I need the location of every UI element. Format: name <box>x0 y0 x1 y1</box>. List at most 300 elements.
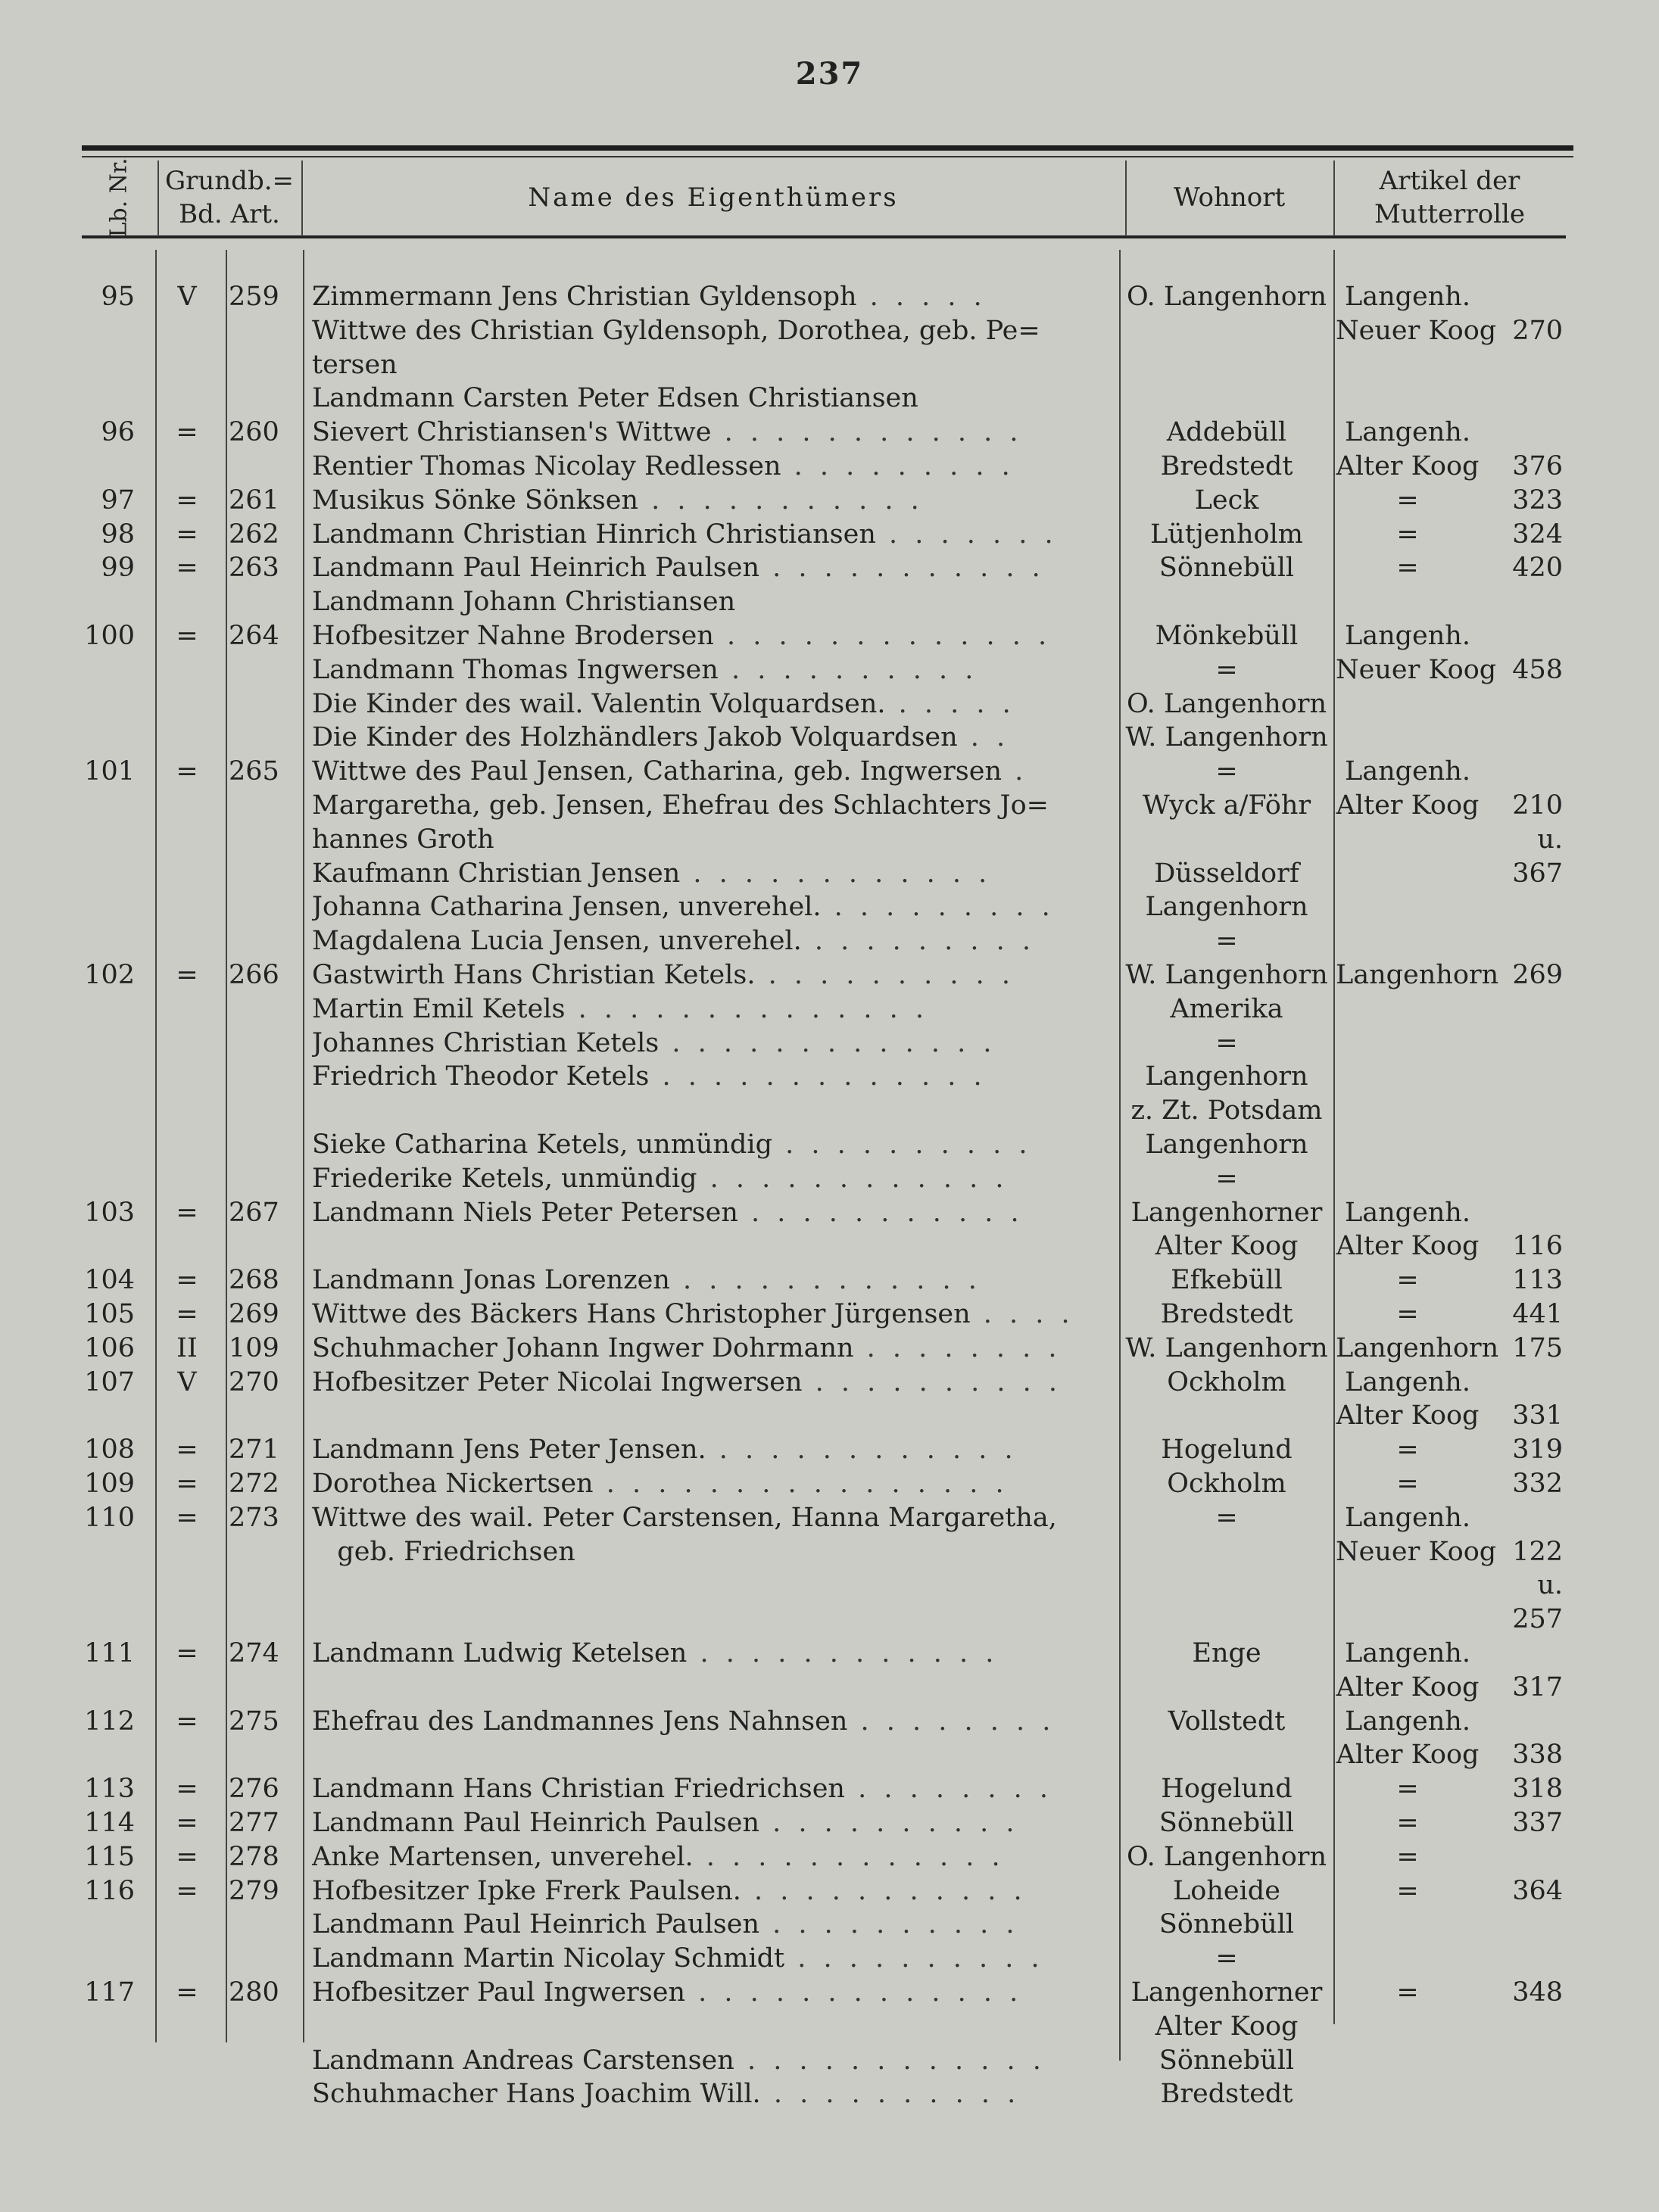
residence: Sönnebüll <box>1158 1909 1295 1940</box>
mutterrolle-number: 458 <box>1512 654 1563 685</box>
table-row <box>0 1196 1659 1230</box>
table-row <box>0 958 1659 992</box>
owner-name-text: Landmann Andreas Carstensen <box>312 2045 734 2076</box>
mutterrolle-place: = <box>1396 1875 1419 1906</box>
dot-leader: . . . . . . . . . . . . <box>697 1163 1009 1194</box>
owner-name-text: Zimmermann Jens Christian Gyldensoph <box>312 282 857 312</box>
mutterrolle-number: 367 <box>1512 858 1563 889</box>
dot-leader: . . . . . . . . . . . . <box>680 858 992 889</box>
owner-name <box>312 1976 1122 2010</box>
grundbuch-band: = <box>176 1197 198 1228</box>
owner-name <box>312 280 1122 314</box>
table-row <box>0 484 1659 518</box>
residence: = <box>1215 926 1238 957</box>
mutterrolle-place: = <box>1396 553 1419 584</box>
residence: Lütjenholm <box>1150 519 1303 550</box>
residence: Langenhorn <box>1145 892 1308 923</box>
dot-leader: . . . . . . . . . . . . . <box>685 1977 1023 2008</box>
mutterrolle-place: Neuer Koog <box>1336 315 1497 346</box>
mutterrolle-number: 317 <box>1512 1671 1563 1703</box>
owner-name-text: hannes Groth <box>312 824 494 855</box>
owner-name-text: Landmann Johann Christiansen <box>312 587 736 618</box>
mutterrolle-number: 338 <box>1512 1740 1563 1771</box>
table-row <box>0 518 1659 552</box>
top-rule <box>82 145 1573 151</box>
grundbuch-band: = <box>176 1299 198 1329</box>
residence: Mönkebüll <box>1155 621 1299 651</box>
grundbuch-band: = <box>176 1808 198 1838</box>
residence: W. Langenhorn <box>1125 960 1328 990</box>
table-row <box>0 1637 1659 1671</box>
table-row <box>0 1976 1659 2010</box>
row-number: 107 <box>84 1366 135 1397</box>
mutterrolle-number: 210 <box>1512 790 1563 821</box>
owner-name-text: Friedrich Theodor Ketels <box>312 1061 650 1092</box>
owner-name-text: Landmann Jens Peter Jensen. <box>312 1435 706 1466</box>
owner-name <box>312 1128 1122 1162</box>
owner-name <box>312 653 1122 687</box>
dot-leader: . . . . . . . . <box>847 1706 1056 1737</box>
dot-leader: . . . . . . . . . . . . . . . . <box>593 1469 1009 1499</box>
table-row <box>0 755 1659 789</box>
table-row <box>0 653 1659 687</box>
residence: = <box>1215 654 1238 685</box>
grundbuch-band: = <box>176 1977 198 2008</box>
grundbuch-artikel: 271 <box>229 1435 279 1466</box>
dot-leader: . . . . . . . . . . . . . <box>713 621 1052 651</box>
table-row <box>0 450 1659 484</box>
row-number: 111 <box>84 1638 135 1668</box>
owner-name <box>312 992 1122 1027</box>
mutterrolle-number: 113 <box>1512 1265 1563 1296</box>
owner-name-text: geb. Friedrichsen <box>312 1536 575 1567</box>
owner-name <box>312 382 1122 416</box>
table-row <box>0 890 1659 924</box>
owner-name <box>312 1298 1122 1332</box>
dot-leader: . . . . . . . . . . . . <box>706 1435 1018 1466</box>
residence: Ockholm <box>1167 1469 1286 1499</box>
grundbuch-band: = <box>176 1502 198 1533</box>
residence: Vollstedt <box>1168 1706 1286 1737</box>
residence: Langenhorn <box>1145 1061 1308 1092</box>
residence: O. Langenhorn <box>1126 688 1327 719</box>
owner-name <box>312 1874 1122 1908</box>
owner-name-text: Friederike Ketels, unmündig <box>312 1163 697 1194</box>
owner-name <box>312 1908 1122 1942</box>
grundbuch-artikel: 264 <box>229 621 279 651</box>
table-row <box>0 619 1659 653</box>
grundbuch-band: = <box>176 1469 198 1499</box>
owner-name <box>312 789 1122 823</box>
grundbuch-band: = <box>176 484 198 516</box>
dot-leader: . . . . . . . . . . . . . <box>649 1061 987 1092</box>
grundbuch-artikel: 265 <box>229 756 279 787</box>
residence: = <box>1215 1502 1238 1533</box>
grundbuch-artikel: 109 <box>229 1332 279 1363</box>
owner-name-text: Johanna Catharina Jensen, unverehel. <box>312 892 822 923</box>
owner-name <box>312 1806 1122 1840</box>
residence: Sönnebüll <box>1158 553 1295 584</box>
grundbuch-band: II <box>176 1332 198 1363</box>
owner-name <box>312 450 1122 484</box>
mutterrolle-number: 116 <box>1512 1231 1563 1262</box>
residence: Wyck a/Föhr <box>1142 790 1311 821</box>
header-grundbuch: Grundb.= Bd. Art. <box>164 166 295 229</box>
owner-name <box>312 1840 1122 1874</box>
residence: Bredstedt <box>1160 2079 1293 2110</box>
owner-name-text: Margaretha, geb. Jensen, Ehefrau des Schlachters Jo= <box>312 790 1049 821</box>
header-rule <box>82 235 1566 238</box>
table-row <box>0 2010 1659 2044</box>
top-rule-thin <box>82 156 1573 157</box>
row-number: 95 <box>101 282 135 312</box>
row-number: 115 <box>84 1841 135 1872</box>
mutterrolle-number: 348 <box>1512 1977 1563 2008</box>
grundbuch-artikel: 274 <box>229 1638 279 1668</box>
grundbuch-artikel: 277 <box>229 1808 279 1838</box>
dot-leader: . . . . . . . . . . <box>755 960 1015 990</box>
mutterrolle-number: 324 <box>1512 519 1563 550</box>
table-row <box>0 2077 1659 2111</box>
owner-name <box>312 551 1122 585</box>
residence: Sönnebüll <box>1158 2045 1295 2076</box>
dot-leader: . . . . . . . . . . <box>802 1366 1062 1397</box>
dot-leader: . . . . . . . . . . . . <box>687 1638 999 1668</box>
table-row <box>0 1705 1659 1739</box>
dot-leader: . . . . . . . . . <box>801 926 1035 957</box>
table-row <box>0 1229 1659 1263</box>
grundbuch-artikel: 267 <box>229 1197 279 1228</box>
residence: Ockholm <box>1167 1366 1286 1397</box>
row-number: 99 <box>101 553 135 584</box>
mutterrolle-number: 257 <box>1512 1604 1563 1635</box>
owner-name-text: tersen <box>312 349 398 380</box>
owner-name <box>312 314 1122 348</box>
mutterrolle-place: = <box>1396 1841 1419 1872</box>
table-row <box>0 348 1659 382</box>
grundbuch-artikel: 272 <box>229 1469 279 1499</box>
mutterrolle-place: Langenh. <box>1345 417 1470 448</box>
owner-name <box>312 1162 1122 1196</box>
owner-name <box>312 1705 1122 1739</box>
dot-leader: . . . . . . . . <box>844 1774 1052 1805</box>
grundbuch-band: = <box>176 417 198 448</box>
owner-name-text: Landmann Ludwig Ketelsen <box>312 1638 688 1668</box>
table-row <box>0 1840 1659 1874</box>
owner-name <box>312 1433 1122 1467</box>
residence: W. Langenhorn <box>1125 722 1328 753</box>
page-number: 237 <box>795 56 864 92</box>
mutterrolle-place: = <box>1396 1469 1419 1499</box>
table-row <box>0 1094 1659 1128</box>
header-nr <box>82 157 157 238</box>
table-row <box>0 1806 1659 1840</box>
mutterrolle-place: Alter Koog <box>1336 1740 1480 1771</box>
header-divider-3 <box>1125 160 1127 236</box>
mutterrolle-number: 441 <box>1512 1299 1563 1329</box>
row-number: 109 <box>84 1469 135 1499</box>
grundbuch-band: = <box>176 1706 198 1737</box>
owner-name-text: Gastwirth Hans Christian Ketels. <box>312 960 756 990</box>
header-divider-4 <box>1333 160 1335 236</box>
table-row <box>0 1162 1659 1196</box>
owner-name <box>312 1060 1122 1094</box>
owner-name <box>312 1366 1122 1400</box>
mutterrolle-place: Langenh. <box>1345 282 1470 312</box>
mutterrolle-number: 318 <box>1512 1774 1563 1805</box>
owner-name <box>312 1637 1122 1671</box>
owner-name <box>312 1196 1122 1230</box>
dot-leader: . . . . <box>970 1299 1074 1329</box>
residence: O. Langenhorn <box>1126 282 1327 312</box>
row-number: 113 <box>84 1774 135 1805</box>
row-number: 104 <box>84 1265 135 1296</box>
residence: Bredstedt <box>1160 451 1293 481</box>
grundbuch-artikel: 268 <box>229 1265 279 1296</box>
mutterrolle-place: = <box>1396 484 1419 516</box>
owner-name <box>312 1027 1122 1061</box>
table-row <box>0 1738 1659 1772</box>
grundbuch-artikel: 262 <box>229 519 279 550</box>
mutterrolle-number: 323 <box>1512 484 1563 516</box>
owner-name-text: Magdalena Lucia Jensen, unverehel. <box>312 926 802 957</box>
owner-name-text: Landmann Paul Heinrich Paulsen <box>312 1808 759 1838</box>
table-row <box>0 314 1659 348</box>
mutterrolle-number: 270 <box>1512 315 1563 346</box>
table-row <box>0 1908 1659 1942</box>
owner-name-text: Anke Martensen, unverehel. <box>312 1841 694 1872</box>
mutterrolle-place: Alter Koog <box>1336 1671 1480 1703</box>
mutterrolle-place: Langenh. <box>1345 756 1470 787</box>
owner-name <box>312 687 1122 721</box>
table-row <box>0 1298 1659 1332</box>
grundbuch-artikel: 280 <box>229 1977 279 2008</box>
mutterrolle-place: = <box>1396 519 1419 550</box>
owner-name-text: Martin Emil Ketels <box>312 993 566 1024</box>
owner-name <box>312 823 1122 857</box>
grundbuch-artikel: 278 <box>229 1841 279 1872</box>
mutterrolle-place: Langenh. <box>1345 1197 1470 1228</box>
dot-leader: . . . . . . . . . . . . . <box>659 1027 996 1058</box>
owner-name <box>312 721 1122 755</box>
grundbuch-artikel: 266 <box>229 960 279 990</box>
header-divider-1 <box>157 160 159 236</box>
grundbuch-artikel: 279 <box>229 1875 279 1906</box>
owner-name-text: Die Kinder des Holzhändlers Jakob Volquardsen <box>312 722 958 753</box>
dot-leader: . . . . . . . . . . <box>760 2079 1021 2110</box>
mutterrolle-place: = <box>1396 1808 1419 1838</box>
owner-name <box>312 1535 1122 1569</box>
table-row <box>0 1060 1659 1094</box>
mutterrolle-number: 376 <box>1512 451 1563 481</box>
residence: Addebüll <box>1166 417 1287 448</box>
owner-name <box>312 2044 1122 2078</box>
row-number: 98 <box>101 519 135 550</box>
header-wohnort: Wohnort <box>1173 182 1286 213</box>
dot-leader: . . . . . . . <box>875 519 1058 550</box>
table-row <box>0 789 1659 823</box>
residence: Langenhorner <box>1130 1977 1323 2008</box>
grundbuch-band: = <box>176 1841 198 1872</box>
residence: = <box>1215 756 1238 787</box>
row-number: 100 <box>84 621 135 651</box>
dot-leader: . . . . . . . . . . . . <box>711 417 1023 448</box>
grundbuch-artikel: 263 <box>229 553 279 584</box>
residence: Düsseldorf <box>1154 858 1299 889</box>
dot-leader: . . . . . . . . <box>853 1332 1062 1363</box>
mutterrolle-place: = <box>1396 1774 1419 1805</box>
grundbuch-band: V <box>177 282 197 312</box>
mutterrolle-place: = <box>1396 1265 1419 1296</box>
mutterrolle-number: 269 <box>1512 960 1563 990</box>
dot-leader: . . . . . . . . . . . . <box>734 2045 1046 2076</box>
mutterrolle-place: = <box>1396 1435 1419 1466</box>
row-number: 112 <box>84 1706 135 1737</box>
table-row <box>0 823 1659 857</box>
residence: = <box>1215 1027 1238 1058</box>
grundbuch-band: = <box>176 1774 198 1805</box>
grundbuch-band: = <box>176 756 198 787</box>
grundbuch-artikel: 276 <box>229 1774 279 1805</box>
mutterrolle-number: 319 <box>1512 1435 1563 1466</box>
grundbuch-band: = <box>176 621 198 651</box>
grundbuch-band: = <box>176 1638 198 1668</box>
table-row <box>0 551 1659 585</box>
owner-name-text: Schuhmacher Hans Joachim Will. <box>312 2079 761 2110</box>
dot-leader: . . . . . . . . . <box>781 451 1015 481</box>
dot-leader: . . . . . . . . . . <box>718 654 978 685</box>
mutterrolle-number: 175 <box>1512 1332 1563 1363</box>
dot-leader: . . . . . . . . . . . . <box>693 1841 1005 1872</box>
owner-name-text: Landmann Thomas Ingwersen <box>312 654 719 685</box>
owner-name-text: Landmann Hans Christian Friedrichsen <box>312 1774 845 1805</box>
grundbuch-band: V <box>177 1366 197 1397</box>
mutterrolle-place: Alter Koog <box>1336 790 1480 821</box>
owner-name <box>312 1501 1122 1535</box>
grundbuch-band: = <box>176 519 198 550</box>
header-name: Name des Eigenthümers <box>528 182 899 213</box>
residence: Efkebüll <box>1171 1265 1283 1296</box>
owner-name <box>312 1772 1122 1806</box>
mutterrolle-place: = <box>1396 1977 1419 2008</box>
row-number: 114 <box>84 1808 135 1838</box>
grundbuch-band: = <box>176 1435 198 1466</box>
mutterrolle-place: Alter Koog <box>1336 451 1480 481</box>
table-row <box>0 416 1659 450</box>
row-number: 106 <box>84 1332 135 1363</box>
table-row <box>0 1027 1659 1061</box>
owner-name-text: Die Kinder des wail. Valentin Volquardsen. <box>312 688 886 719</box>
table-row <box>0 585 1659 619</box>
mutterrolle-number: 337 <box>1512 1808 1563 1838</box>
dot-leader: . . <box>957 722 1010 753</box>
grundbuch-band: = <box>176 960 198 990</box>
dot-leader: . . . . . . . . . . . . . . <box>565 993 928 1024</box>
owner-name-text: Dorothea Nickertsen <box>312 1469 594 1499</box>
mutterrolle-number: 122 <box>1512 1536 1563 1567</box>
residence: Alter Koog <box>1155 2011 1299 2042</box>
owner-name-text: Hofbesitzer Peter Nicolai Ingwersen <box>312 1366 803 1397</box>
table-row <box>0 1399 1659 1433</box>
dot-leader: . . . . . . . . . <box>821 892 1055 923</box>
owner-name-text: Landmann Martin Nicolay Schmidt <box>312 1943 785 1974</box>
owner-name <box>312 1332 1122 1366</box>
table-row <box>0 857 1659 891</box>
header-nr-label: Lb. Nr. <box>106 157 133 238</box>
owner-name <box>312 2077 1122 2111</box>
table-row <box>0 687 1659 721</box>
owner-name-text: Landmann Paul Heinrich Paulsen <box>312 1909 759 1940</box>
row-number: 105 <box>84 1299 135 1329</box>
table-row <box>0 2044 1659 2078</box>
residence: Leck <box>1194 484 1259 516</box>
mutterrolle-number: 332 <box>1512 1469 1563 1499</box>
row-number: 97 <box>101 484 135 516</box>
table-row <box>0 280 1659 314</box>
dot-leader: . . . . . . . . . . . <box>759 553 1045 584</box>
residence: Amerika <box>1170 993 1283 1024</box>
residence: = <box>1215 1943 1238 1974</box>
dot-leader: . . . . . . . . . . <box>784 1943 1044 1974</box>
owner-name-text: Musikus Sönke Sönksen <box>312 484 639 516</box>
mutterrolle-place: Langenh. <box>1345 1502 1470 1533</box>
dot-leader: . <box>1002 756 1028 787</box>
residence: z. Zt. Potsdam <box>1130 1095 1323 1126</box>
owner-name <box>312 755 1122 789</box>
mutterrolle-number: 420 <box>1512 553 1563 584</box>
residence: O. Langenhorn <box>1126 1841 1327 1872</box>
table-row <box>0 1332 1659 1366</box>
owner-name-text: Ehefrau des Landmannes Jens Nahnsen <box>312 1706 848 1737</box>
mutterrolle-place: Alter Koog <box>1336 1231 1480 1262</box>
residence: W. Langenhorn <box>1125 1332 1328 1363</box>
mutterrolle-place: Langenh. <box>1345 1706 1470 1737</box>
owner-name-text: Sieke Catharina Ketels, unmündig <box>312 1129 772 1160</box>
mutterrolle-place: Langenh. <box>1345 1638 1470 1668</box>
table-row <box>0 1366 1659 1400</box>
owner-name-text: Wittwe des Christian Gyldensoph, Dorothea, geb. Pe= <box>312 315 1040 346</box>
table-row <box>0 1433 1659 1467</box>
mutterrolle-number: u. <box>1537 1570 1563 1601</box>
row-number: 116 <box>84 1875 135 1906</box>
dot-leader: . . . . . . . . . . <box>772 1129 1032 1160</box>
table-row <box>0 1467 1659 1501</box>
residence: Bredstedt <box>1160 1299 1293 1329</box>
table-row <box>0 1772 1659 1806</box>
residence: = <box>1215 1163 1238 1194</box>
owner-name-text: Landmann Paul Heinrich Paulsen <box>312 553 759 584</box>
owner-name-text: Hofbesitzer Nahne Brodersen <box>312 621 714 651</box>
table-row <box>0 1603 1659 1637</box>
residence: Enge <box>1192 1638 1261 1668</box>
dot-leader: . . . . . . . . . . <box>759 1909 1019 1940</box>
mutterrolle-place: Langenhorn <box>1336 1332 1499 1363</box>
dot-leader: . . . . . . . . . . . . <box>669 1265 981 1296</box>
owner-name-text: Wittwe des wail. Peter Carstensen, Hanna Margaretha, <box>312 1502 1057 1533</box>
owner-name <box>312 1467 1122 1501</box>
dot-leader: . . . . . <box>856 282 987 312</box>
owner-name <box>312 1263 1122 1298</box>
table-row <box>0 1671 1659 1705</box>
mutterrolle-number: 364 <box>1512 1875 1563 1906</box>
dot-leader: . . . . . <box>885 688 1015 719</box>
table-row <box>0 1263 1659 1298</box>
residence: Loheide <box>1173 1875 1280 1906</box>
grundbuch-band: = <box>176 1875 198 1906</box>
grundbuch-artikel: 273 <box>229 1502 279 1533</box>
table-row <box>0 1569 1659 1603</box>
mutterrolle-place: Langenh. <box>1345 1366 1470 1397</box>
